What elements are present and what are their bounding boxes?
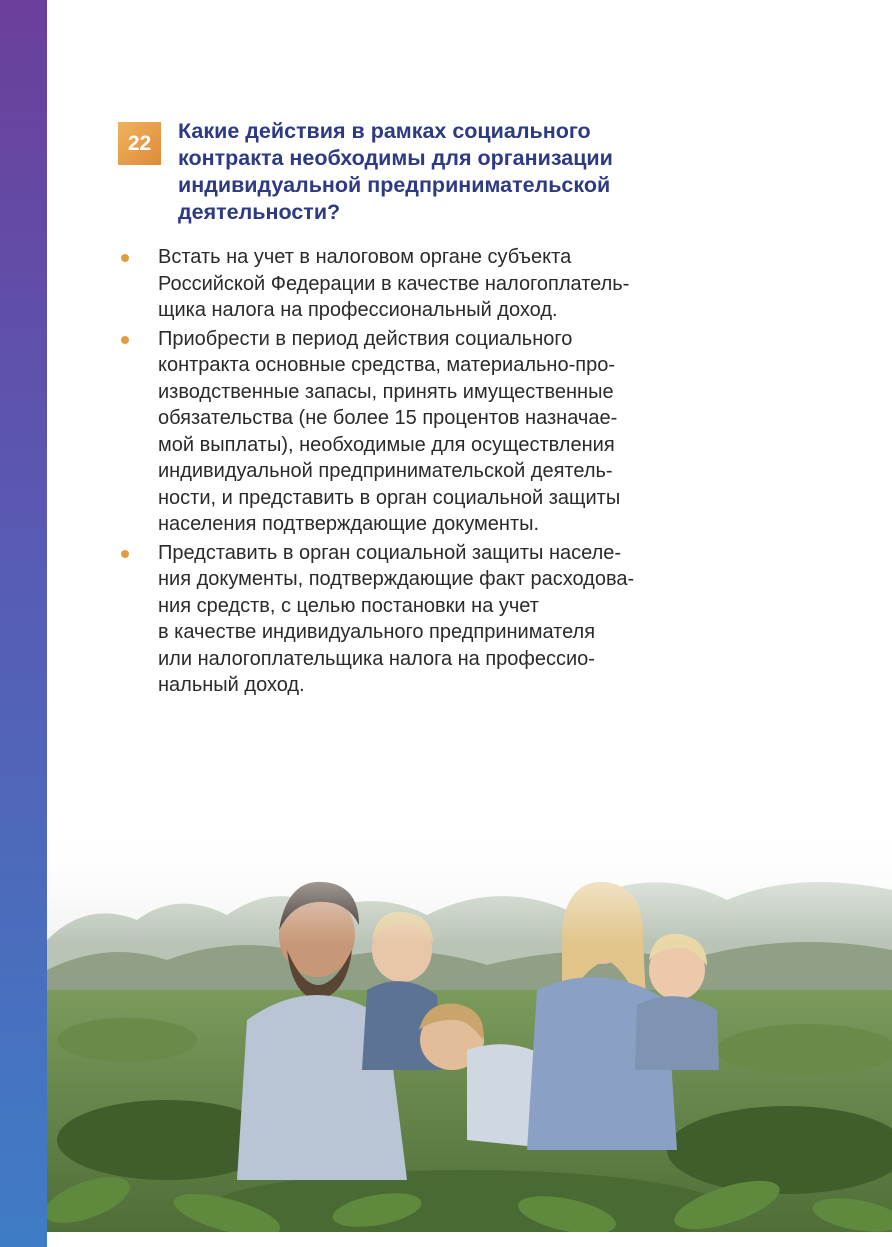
bullet-dot-icon: [121, 336, 129, 344]
family-garden-illustration: [47, 820, 892, 1232]
question-title: Какие действия в рамках социального контракта необходимы для организации индивидуальной предпринимательской деятельности?: [178, 119, 613, 224]
list-item-text: Представить в орган социальной защиты населе- ния документы, подтверждающие факт расходова- ния средств, с целью постановки на учет в качестве индивидуального предпринимателя или налогоплательщика налога на профессио- нальный доход.: [158, 541, 635, 696]
family-garden-photo: [47, 820, 892, 1232]
bullet-dot-icon: [121, 550, 129, 558]
question-number-badge: 22: [118, 122, 161, 165]
list-item: [118, 540, 778, 699]
list-item: [118, 244, 778, 324]
side-accent-bar: [0, 0, 47, 1247]
bullet-dot-icon: [121, 254, 129, 262]
list-item-text: Встать на учет в налоговом органе субъекта Российской Федерации в качестве налогоплатель- щика налога на профессиональный доход.: [158, 246, 630, 321]
list-item-text: Приобрести в период действия социального контракта основные средства, материально-про- изводственные запасы, принять имущественные обязательства (не более 15 процентов назначае- мой выплаты), необходимые для осуществления индивидуальной предпринимательской деятель- ности, и представить в орган социальной защиты населения подтверждающие документы.: [158, 327, 621, 535]
list-item: [118, 326, 778, 538]
answer-list: [118, 244, 778, 701]
